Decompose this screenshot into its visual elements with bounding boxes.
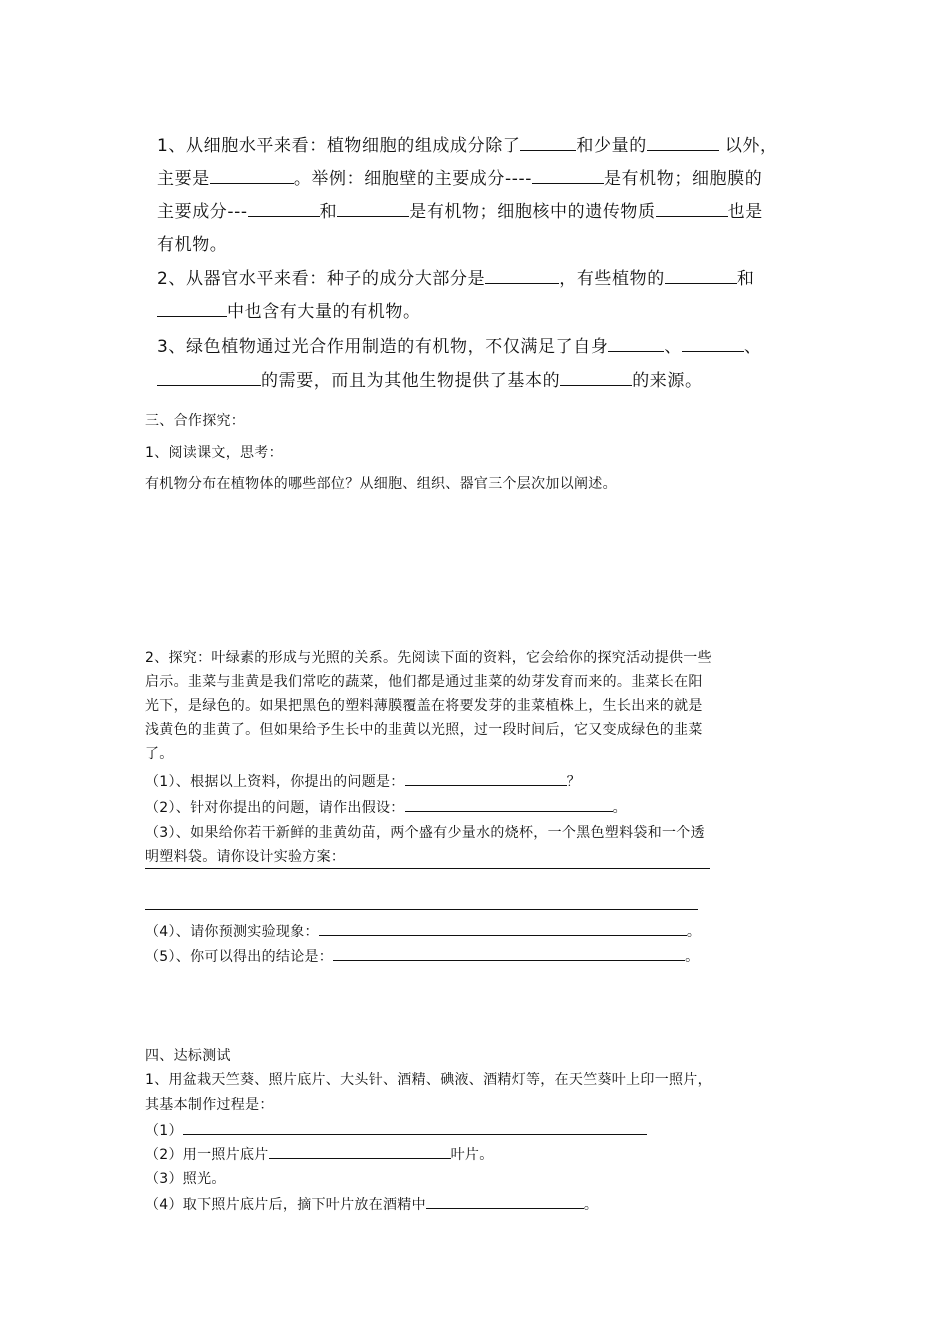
text: 和	[319, 202, 338, 222]
text: ，有些植物的	[559, 269, 665, 289]
sub-question-3-line2: 明塑料袋。请你设计实验方案：	[145, 849, 346, 865]
test-step-1	[145, 1119, 647, 1140]
text: 、	[664, 337, 683, 357]
blank[interactable]	[485, 268, 559, 284]
text: 有机物。	[157, 235, 228, 255]
text: 主要成分---	[157, 202, 248, 222]
item2-line: 光下，是绿色的。如果把黑色的塑料薄膜覆盖在将要发芽的韭菜植株上，生长出来的就是	[145, 698, 703, 714]
text: 1、从细胞水平来看：植物细胞的组成成分除了	[157, 136, 521, 156]
item2-line: 浅黄色的韭黄了。但如果给予生长中的韭黄以光照，过一段时间后，它又变成绿色的韭菜	[145, 722, 703, 738]
test-q1-line2: 其基本制作过程是：	[145, 1097, 274, 1113]
blank[interactable]	[608, 336, 664, 352]
item2-line: 启示。韭菜与韭黄是我们常吃的蔬菜，他们都是通过韭菜的幼芽发育而来的。韭菜长在阳	[145, 674, 703, 690]
review-q1-line4	[157, 230, 227, 255]
blank[interactable]	[333, 945, 685, 961]
sub-question-3-line1: （3）、如果给你若干新鲜的韭黄幼苗，两个盛有少量水的烧杯，一个黑色塑料袋和一个透	[145, 825, 705, 841]
test-q1-line1: 1、用盆栽天竺葵、照片底片、大头针、酒精、碘液、酒精灯等，在天竺葵叶上印一照片，	[145, 1072, 712, 1088]
text: （5）、你可以得出的结论是：	[145, 949, 334, 965]
section-heading: 三、合作探究：	[145, 413, 246, 429]
sub-question-4	[145, 920, 701, 941]
section-heading: 四、达标测试	[145, 1048, 231, 1064]
text: 3、绿色植物通过光合作用制造的有机物，不仅满足了自身	[157, 337, 609, 357]
text: （1）	[145, 1123, 183, 1139]
text: 主要是	[157, 169, 210, 189]
blank[interactable]	[532, 168, 604, 184]
blank[interactable]	[157, 370, 261, 386]
text: 、	[744, 337, 762, 357]
text: 。	[612, 800, 627, 816]
review-q3-line2	[157, 366, 703, 391]
text: 。举例：细胞壁的主要成分----	[293, 169, 532, 189]
item1-question: 有机物分布在植物体的哪些部位？从细胞、组织、器官三个层次加以阐述。	[145, 476, 617, 492]
sub-question-5	[145, 945, 699, 966]
text: 也是	[727, 202, 763, 222]
blank[interactable]	[269, 1143, 451, 1159]
text: （4）取下照片底片后，摘下叶片放在酒精中	[145, 1197, 426, 1213]
text: ？	[566, 774, 581, 790]
text: （2）、针对你提出的问题，请作出假设：	[145, 800, 405, 816]
text: 和	[736, 269, 755, 289]
test-step-2	[145, 1143, 494, 1164]
blank[interactable]	[157, 301, 227, 317]
review-q2-line1	[157, 264, 754, 289]
answer-line[interactable]	[145, 868, 710, 869]
test-step-3: （3）照光。	[145, 1171, 226, 1187]
text: （2）用一照片底片	[145, 1147, 269, 1163]
text: （1）、根据以上资料，你提出的问题是：	[145, 774, 405, 790]
text: 中也含有大量的有机物。	[227, 302, 421, 322]
review-q3-line1	[157, 332, 762, 357]
text: （4）、请你预测实验现象：	[145, 924, 319, 940]
text: 叶片。	[450, 1147, 494, 1163]
review-q2-line2	[157, 297, 421, 322]
blank[interactable]	[647, 135, 719, 151]
blank[interactable]	[183, 1119, 647, 1135]
answer-line[interactable]	[145, 909, 698, 910]
blank[interactable]	[682, 336, 744, 352]
text: 是有机物；细胞核中的遗传物质	[409, 202, 656, 222]
blank[interactable]	[248, 201, 320, 217]
text: 以外，	[724, 136, 778, 156]
item1-title: 1、阅读课文，思考：	[145, 445, 283, 461]
item2-line: 了。	[145, 746, 174, 762]
blank[interactable]	[560, 370, 632, 386]
sub-question-2	[145, 796, 627, 817]
review-q1-line1	[157, 131, 778, 156]
blank[interactable]	[319, 920, 687, 936]
blank[interactable]	[337, 201, 409, 217]
item2-line: 2、探究：叶绿素的形成与光照的关系。先阅读下面的资料，它会给你的探究活动提供一些	[145, 650, 712, 666]
text: 。	[685, 949, 700, 965]
blank[interactable]	[405, 770, 567, 786]
text: 。	[583, 1197, 599, 1213]
blank[interactable]	[665, 268, 737, 284]
blank[interactable]	[405, 796, 613, 812]
sub-question-1	[145, 770, 581, 791]
blank[interactable]	[520, 135, 576, 151]
text: 的需要，而且为其他生物提供了基本的	[261, 371, 561, 391]
review-q1-line2	[157, 164, 762, 189]
test-step-4	[145, 1193, 598, 1214]
blank[interactable]	[656, 201, 728, 217]
text: 是有机物；细胞膜的	[603, 169, 763, 189]
text: 。	[686, 924, 702, 940]
review-q1-line3	[157, 197, 763, 222]
text: 的来源。	[632, 371, 703, 391]
blank[interactable]	[210, 168, 294, 184]
blank[interactable]	[426, 1193, 584, 1209]
text: 2、从器官水平来看：种子的成分大部分是	[157, 269, 486, 289]
text: 和少量的	[576, 136, 647, 156]
